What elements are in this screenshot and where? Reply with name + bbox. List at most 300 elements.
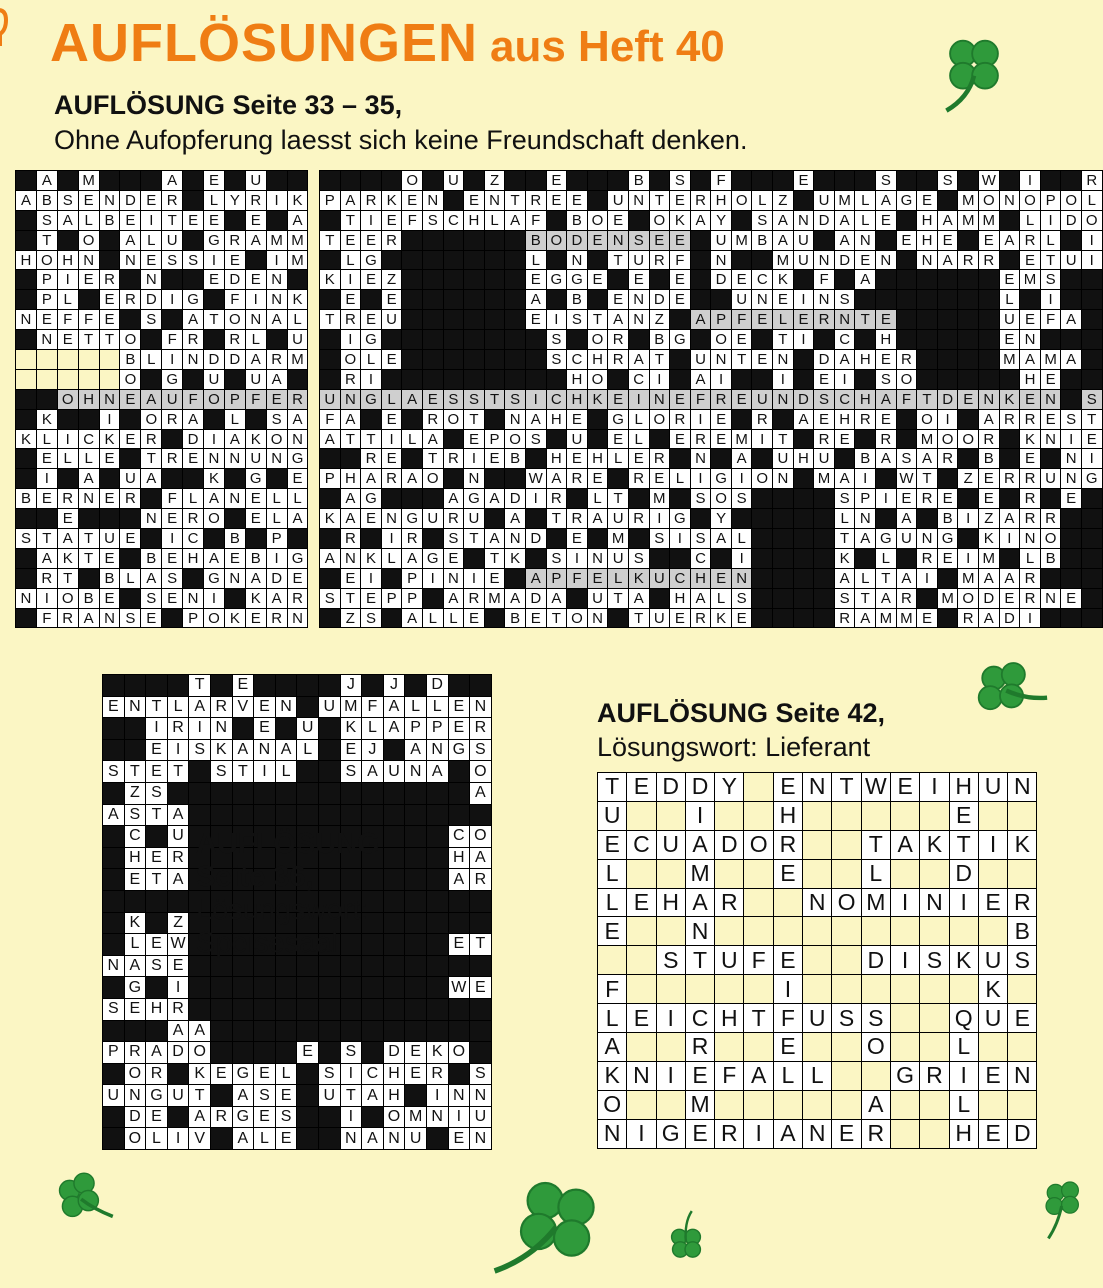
black-cell [547,251,567,270]
letter-cell: N [341,549,361,568]
letter-cell: A [629,589,649,608]
letter-cell: G [361,330,381,349]
letter-cell: Z [382,270,402,289]
letter-cell: E [100,290,120,309]
letter-cell: I [794,290,814,309]
letter-cell: A [288,410,308,429]
black-cell [657,1091,685,1119]
black-cell [423,589,443,608]
letter-cell: D [814,350,834,369]
letter-cell: A [58,211,78,230]
black-cell [891,917,919,945]
letter-cell: B [16,489,36,508]
letter-cell: L [803,1062,831,1090]
black-cell [402,251,422,270]
black-cell [189,761,210,782]
black-cell [774,917,802,945]
letter-cell: N [79,251,99,270]
black-cell [897,251,917,270]
letter-cell: E [449,934,470,955]
letter-cell: G [125,977,146,998]
black-cell [297,1128,318,1149]
letter-cell: S [876,171,896,190]
letter-cell: T [485,390,505,409]
letter-cell: B [650,330,670,349]
letter-cell: N [629,290,649,309]
black-cell [588,529,608,548]
black-cell [254,805,275,826]
black-cell [1082,609,1102,628]
letter-cell: E [598,917,626,945]
clover-icon [486,1172,622,1282]
letter-cell: D [505,489,525,508]
letter-cell: N [423,191,443,210]
black-cell [361,410,381,429]
letter-cell: D [567,231,587,250]
letter-cell: E [470,977,491,998]
black-cell [1082,589,1102,608]
letter-cell: S [1041,270,1061,289]
letter-cell: K [288,191,308,210]
letter-cell: S [254,1085,275,1106]
black-cell [657,975,685,1003]
letter-cell: R [168,718,189,739]
black-cell [211,999,232,1020]
black-cell [588,191,608,210]
black-cell [485,469,505,488]
letter-cell: K [58,549,78,568]
black-cell [752,489,772,508]
letter-cell: A [444,489,464,508]
letter-cell: N [464,469,484,488]
black-cell [691,330,711,349]
letter-cell: L [1082,191,1102,210]
letter-cell: Y [711,211,731,230]
letter-cell: U [608,191,628,210]
black-cell [773,549,793,568]
empty-area [100,370,120,389]
letter-cell: N [505,529,525,548]
letter-cell: I [691,469,711,488]
black-cell [405,999,426,1020]
letter-cell: K [950,946,978,974]
letter-cell: I [891,889,919,917]
black-cell [103,913,124,934]
letter-cell: E [686,1062,714,1090]
letter-cell: A [141,569,161,588]
letter-cell: A [686,889,714,917]
black-cell [891,1120,919,1148]
letter-cell: U [120,469,140,488]
letter-cell: G [361,251,381,270]
letter-cell: A [402,609,422,628]
letter-cell: L [402,430,422,449]
letter-cell: F [246,390,266,409]
black-cell [225,469,245,488]
letter-cell: N [246,310,266,329]
black-cell [405,1021,426,1042]
black-cell [427,977,448,998]
black-cell [744,802,772,830]
letter-cell: U [162,231,182,250]
letter-cell: E [120,390,140,409]
black-cell [16,509,36,528]
section2-label [196,828,380,960]
black-cell [141,529,161,548]
black-cell [146,1021,167,1042]
black-cell [485,509,505,528]
black-cell [16,171,36,190]
letter-cell: I [732,549,752,568]
letter-cell: M [732,430,752,449]
letter-cell: I [1020,609,1040,628]
black-cell [979,310,999,329]
black-cell [225,211,245,230]
letter-cell: E [254,697,275,718]
letter-cell: D [526,589,546,608]
letter-cell: E [938,489,958,508]
letter-cell: R [444,449,464,468]
letter-cell: I [100,410,120,429]
letter-cell: T [835,529,855,548]
letter-cell: T [650,350,670,369]
letter-cell: W [526,469,546,488]
black-cell [189,977,210,998]
letter-cell: G [567,270,587,289]
letter-cell: G [449,740,470,761]
section3-solution: Lösungswort: Lieferant [597,732,871,762]
black-cell [405,1085,426,1106]
black-cell [958,529,978,548]
black-cell [627,975,655,1003]
black-cell [744,1033,772,1061]
black-cell [650,549,670,568]
black-cell [752,370,772,389]
letter-cell: I [567,549,587,568]
letter-cell: L [146,1128,167,1149]
black-cell [897,549,917,568]
letter-cell: A [547,469,567,488]
letter-cell: E [835,430,855,449]
letter-cell: C [752,270,772,289]
black-cell [744,1091,772,1119]
letter-cell: I [650,509,670,528]
black-cell [814,569,834,588]
black-cell [1000,549,1020,568]
letter-cell: N [103,956,124,977]
letter-cell: N [100,390,120,409]
letter-cell: M [917,430,937,449]
black-cell [950,917,978,945]
black-cell [146,826,167,847]
letter-cell: E [125,999,146,1020]
black-cell [1000,430,1020,449]
black-cell [773,171,793,190]
black-cell [979,330,999,349]
letter-cell: S [938,171,958,190]
black-cell [794,549,814,568]
letter-cell: B [526,231,546,250]
letter-cell: H [691,569,711,588]
letter-cell: N [1020,529,1040,548]
black-cell [958,350,978,369]
black-cell [141,330,161,349]
letter-cell: N [405,761,426,782]
black-cell [427,783,448,804]
letter-cell: E [1041,370,1061,389]
letter-cell: E [288,469,308,488]
letter-cell: E [341,569,361,588]
letter-cell: H [588,350,608,369]
black-cell [670,449,690,468]
letter-cell: A [79,609,99,628]
letter-cell: S [547,549,567,568]
letter-cell: E [382,449,402,468]
letter-cell: T [470,934,491,955]
letter-cell: F [670,251,690,270]
black-cell [423,171,443,190]
letter-cell: N [1041,430,1061,449]
letter-cell: T [341,1085,362,1106]
letter-cell: L [225,410,245,429]
letter-cell: S [832,1004,860,1032]
letter-cell: H [449,848,470,869]
letter-cell: E [276,1128,297,1149]
letter-cell: A [16,191,36,210]
letter-cell: S [162,251,182,270]
letter-cell: S [732,589,752,608]
letter-cell: M [876,609,896,628]
letter-cell: S [1082,390,1102,409]
black-cell [752,569,772,588]
letter-cell: E [897,231,917,250]
black-cell [629,529,649,548]
black-cell [1000,449,1020,468]
black-cell [794,529,814,548]
letter-cell: N [1008,773,1036,801]
letter-cell: N [1041,589,1061,608]
letter-cell: U [598,802,626,830]
letter-cell: N [37,330,57,349]
letter-cell: L [1020,211,1040,230]
letter-cell: K [588,390,608,409]
black-cell [16,270,36,289]
black-cell [897,410,917,429]
letter-cell: E [361,589,381,608]
black-cell [120,270,140,289]
letter-cell: S [162,569,182,588]
black-cell [103,718,124,739]
black-cell [100,231,120,250]
black-cell [297,999,318,1020]
letter-cell: I [855,469,875,488]
empty-area [58,350,78,369]
letter-cell: L [79,211,99,230]
letter-cell: E [183,211,203,230]
letter-cell: I [920,773,948,801]
black-cell [938,569,958,588]
letter-cell: L [629,430,649,449]
letter-cell: E [449,697,470,718]
letter-cell: R [341,370,361,389]
letter-cell: M [979,211,999,230]
black-cell [449,783,470,804]
letter-cell: R [361,191,381,210]
letter-cell: R [162,191,182,210]
letter-cell: B [938,509,958,528]
letter-cell: T [37,529,57,548]
letter-cell: G [246,469,266,488]
letter-cell: R [547,489,567,508]
letter-cell: O [120,370,140,389]
black-cell [920,860,948,888]
black-cell [773,589,793,608]
letter-cell: E [979,231,999,250]
letter-cell: E [608,390,628,409]
black-cell [79,509,99,528]
letter-cell: E [752,310,772,329]
black-cell [1082,529,1102,548]
black-cell [505,330,525,349]
letter-cell: E [120,211,140,230]
letter-cell: T [146,697,167,718]
black-cell [427,913,448,934]
black-cell [267,469,287,488]
letter-cell: N [855,509,875,528]
letter-cell: E [608,211,628,230]
letter-cell: N [650,390,670,409]
letter-cell: E [876,350,896,369]
letter-cell: N [125,1085,146,1106]
letter-cell: A [835,231,855,250]
letter-cell: H [341,469,361,488]
letter-cell: U [288,330,308,349]
letter-cell: U [1000,310,1020,329]
black-cell [464,270,484,289]
letter-cell: T [79,330,99,349]
letter-cell: L [276,761,297,782]
letter-cell: K [505,549,525,568]
black-cell [362,783,383,804]
letter-cell: E [225,549,245,568]
black-cell [876,290,896,309]
letter-cell: S [423,211,443,230]
letter-cell: L [670,469,690,488]
letter-cell: S [470,1064,491,1085]
letter-cell: I [835,370,855,389]
letter-cell: A [1061,350,1081,369]
letter-cell: O [267,430,287,449]
letter-cell: R [876,430,896,449]
letter-cell: J [384,675,405,696]
letter-cell: I [950,889,978,917]
letter-cell: D [1008,1120,1036,1148]
letter-cell: D [427,675,448,696]
letter-cell: I [464,569,484,588]
black-cell [485,270,505,289]
letter-cell: E [267,390,287,409]
black-cell [444,270,464,289]
letter-cell: E [162,509,182,528]
black-cell [16,410,36,429]
black-cell [485,609,505,628]
black-cell [650,589,670,608]
letter-cell: D [657,773,685,801]
letter-cell: E [146,934,167,955]
letter-cell: L [288,489,308,508]
letter-cell: N [427,1107,448,1128]
letter-cell: E [141,251,161,270]
black-cell [297,1021,318,1042]
letter-cell: T [141,449,161,468]
letter-cell: H [547,449,567,468]
letter-cell: E [1020,390,1040,409]
letter-cell: O [384,1107,405,1128]
letter-cell: U [629,251,649,270]
black-cell [485,410,505,429]
letter-cell: A [162,171,182,190]
black-cell [1082,310,1102,329]
letter-cell: C [686,1004,714,1032]
letter-cell: E [405,1064,426,1085]
letter-cell: A [505,509,525,528]
black-cell [183,171,203,190]
letter-cell: T [547,609,567,628]
letter-cell: L [444,609,464,628]
letter-cell: F [711,171,731,190]
black-cell [319,999,340,1020]
letter-cell: F [526,211,546,230]
letter-cell: T [744,1004,772,1032]
black-cell [1008,802,1036,830]
letter-cell: A [979,410,999,429]
letter-cell: O [744,831,772,859]
letter-cell: K [427,1042,448,1063]
black-cell [382,171,402,190]
letter-cell: E [254,1107,275,1128]
letter-cell: E [1061,589,1081,608]
letter-cell: A [938,211,958,230]
letter-cell: R [567,469,587,488]
letter-cell: A [233,740,254,761]
letter-cell: S [37,211,57,230]
letter-cell: K [1000,390,1020,409]
letter-cell: P [37,290,57,309]
letter-cell: R [567,509,587,528]
black-cell [526,370,546,389]
letter-cell: R [629,509,649,528]
letter-cell: I [341,1064,362,1085]
letter-cell: T [423,449,443,468]
black-cell [876,469,896,488]
black-cell [146,977,167,998]
black-cell [16,211,36,230]
black-cell [246,529,266,548]
letter-cell: L [732,529,752,548]
letter-cell: A [855,529,875,548]
letter-cell: L [267,509,287,528]
letter-cell: M [405,1107,426,1128]
black-cell [505,350,525,369]
letter-cell: D [225,350,245,369]
black-cell [917,171,937,190]
letter-cell: C [627,831,655,859]
letter-cell: H [950,773,978,801]
letter-cell: F [183,390,203,409]
letter-cell: E [917,191,937,210]
letter-cell: E [402,191,422,210]
black-cell [505,251,525,270]
